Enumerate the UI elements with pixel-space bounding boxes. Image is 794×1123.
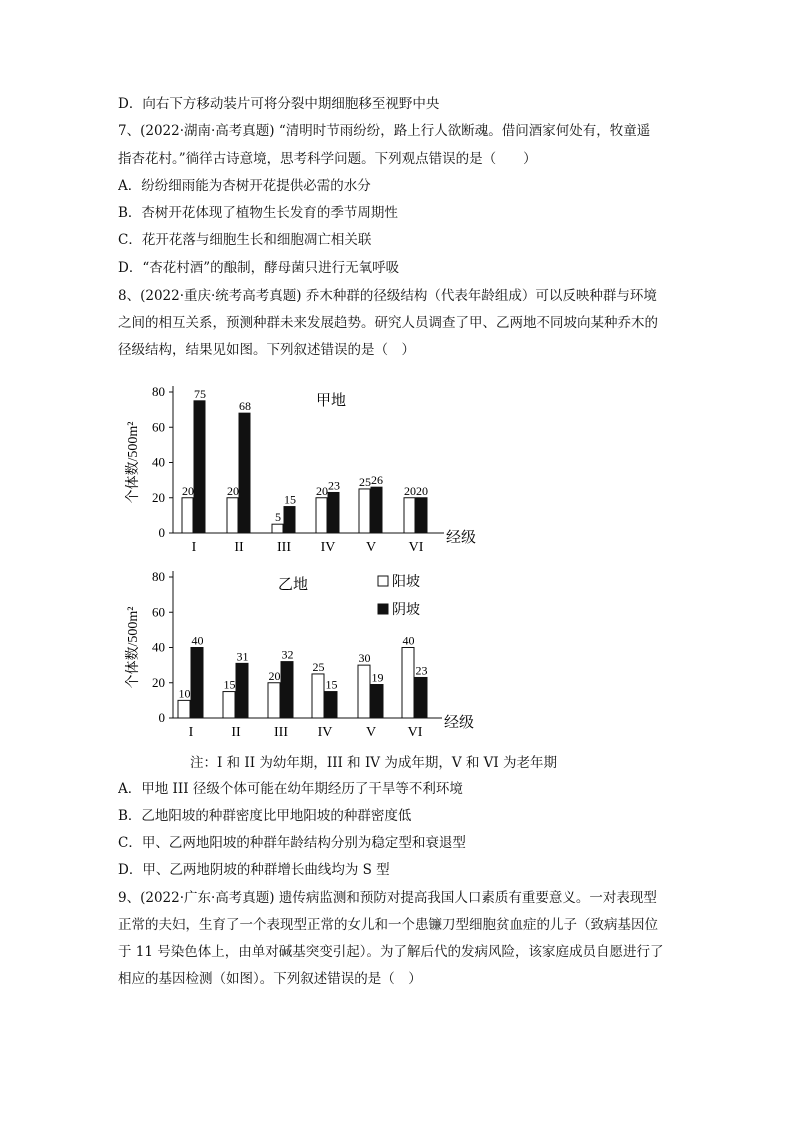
x-tick-label: VI <box>408 540 424 555</box>
bar-yangpo <box>359 489 370 533</box>
lines_bottom-1: A．甲地 III 径级个体可能在幼年期经历了干旱等不利环境 <box>118 781 463 797</box>
bar-yinpo <box>191 648 203 719</box>
lines_bottom-4: D．甲、乙两地阴坡的种群增长曲线均为 S 型 <box>118 862 390 878</box>
data-label: 40 <box>191 633 204 648</box>
lines_top-2: 指杏花村。”徜徉古诗意境，思考科学问题。下列观点错误的是（ ） <box>118 151 537 167</box>
bar-yinpo <box>284 507 295 533</box>
bar-yinpo <box>194 401 205 533</box>
data-label: 40 <box>402 633 415 648</box>
y-tick-label: 0 <box>158 525 165 540</box>
lines_top-8: 之间的相互关系，预测种群未来发展趋势。研究人员调查了甲、乙两地不同坡向某种乔木的 <box>118 315 658 331</box>
bar-yangpo <box>178 700 190 718</box>
data-label: 30 <box>358 651 371 666</box>
data-label: 20 <box>227 483 239 498</box>
y-tick-label: 60 <box>152 419 165 435</box>
data-label: 15 <box>223 677 236 692</box>
bar-yangpo <box>268 683 280 718</box>
legend-label: 阴坡 <box>392 603 420 618</box>
x-tick-label: IV <box>320 540 336 555</box>
data-label: 20 <box>404 483 416 498</box>
lines_bottom-6: 正常的夫妇，生育了一个表现型正常的女儿和一个患镰刀型细胞贫血症的儿子（致病基因位 <box>118 917 658 933</box>
bar-yinpo <box>371 487 382 533</box>
y-tick-label: 20 <box>152 489 165 505</box>
bar-yinpo <box>416 498 427 533</box>
data-label: 5 <box>275 510 281 525</box>
lines_top-7: 8、(2022·重庆·统考高考真题) 乔木种群的径级结构（代表年龄组成）可以反映种群与环境 <box>118 288 657 304</box>
bar-yangpo <box>227 498 238 533</box>
y-tick-label: 80 <box>152 384 165 399</box>
x-axis-label: 经级 <box>446 530 477 546</box>
bar-yangpo <box>312 674 324 718</box>
legend-label: 阳坡 <box>392 575 420 590</box>
bar-yinpo <box>328 492 339 533</box>
lines_top-0: D．向右下方移动装片可将分裂中期细胞移至视野中央 <box>118 96 440 112</box>
x-tick-label: I <box>188 725 194 737</box>
x-tick-label: III <box>274 725 288 737</box>
data-label: 32 <box>281 647 294 662</box>
data-label: 20 <box>268 668 281 683</box>
x-tick-label: II <box>234 540 244 555</box>
x-tick-label: II <box>231 725 241 737</box>
lines_top-6: D．“杏花村酒”的酿制，酵母菌只进行无氧呼吸 <box>118 260 400 276</box>
data-label: 10 <box>178 686 191 701</box>
bar-yangpo <box>272 524 283 533</box>
lines_bottom-3: C．甲、乙两地阳坡的种群年龄结构分别为稳定型和衰退型 <box>118 835 466 851</box>
x-tick-label: VI <box>407 725 423 737</box>
y-axis-label: 个体数/500m² <box>126 421 141 504</box>
data-label: 20 <box>416 483 428 498</box>
lines_top-5: C．花开花落与细胞生长和细胞凋亡相关联 <box>118 232 372 248</box>
bar-yinpo <box>236 663 248 718</box>
bar-yangpo <box>182 498 193 533</box>
y-axis-label: 个体数/500m² <box>126 606 141 689</box>
legend-swatch <box>378 576 388 586</box>
data-label: 23 <box>415 663 428 678</box>
y-tick-label: 80 <box>152 569 165 584</box>
data-label: 25 <box>359 474 371 489</box>
x-tick-label: V <box>365 540 377 555</box>
data-label: 19 <box>371 670 384 685</box>
bar-yinpo <box>371 685 383 718</box>
y-tick-label: 40 <box>152 454 165 470</box>
data-label: 23 <box>328 478 340 493</box>
lines_top-1: 7、(2022·湖南·高考真题) “清明时节雨纷纷，路上行人欲断魂。借问酒家何处有，牧童遥 <box>118 123 651 139</box>
data-label: 20 <box>182 483 194 498</box>
bar-yangpo <box>402 648 414 719</box>
chart-title: 乙地 <box>277 577 309 593</box>
chart-jiadi <box>118 380 498 555</box>
data-label: 31 <box>236 649 249 664</box>
bar-yangpo <box>358 665 370 718</box>
data-label: 68 <box>239 399 251 414</box>
bar-yinpo <box>239 413 250 533</box>
x-tick-label: V <box>365 725 377 737</box>
bar-yangpo <box>404 498 415 533</box>
x-tick-label: IV <box>317 725 333 737</box>
lines_bottom-5: 9、(2022·广东·高考真题) 遗传病监测和预防对提高我国人口素质有重要意义。一对表现型 <box>118 890 657 906</box>
legend-swatch <box>378 604 388 614</box>
lines_bottom-0: 注：I 和 II 为幼年期，III 和 IV 为成年期，V 和 VI 为老年期 <box>190 755 558 771</box>
y-tick-label: 40 <box>152 639 165 655</box>
data-label: 20 <box>316 483 328 498</box>
lines_top-3: A．纷纷细雨能为杏树开花提供必需的水分 <box>118 178 371 194</box>
bar-yinpo <box>325 692 337 718</box>
bar-yinpo <box>415 677 427 718</box>
x-tick-label: I <box>191 540 197 555</box>
lines_bottom-8: 相应的基因检测（如图）。下列叙述错误的是（ ） <box>118 971 422 987</box>
data-label: 26 <box>371 473 383 488</box>
data-label: 15 <box>325 677 338 692</box>
x-axis-label: 经级 <box>444 715 475 731</box>
bar-yangpo <box>223 692 235 718</box>
bar-yangpo <box>316 498 327 533</box>
x-tick-label: III <box>277 540 291 555</box>
data-label: 15 <box>284 492 296 507</box>
chart-yidi <box>118 567 498 737</box>
data-label: 25 <box>312 659 325 674</box>
chart-title: 甲地 <box>315 393 347 409</box>
lines_top-9: 径级结构，结果见如图。下列叙述错误的是（ ） <box>118 342 415 358</box>
lines_bottom-7: 于 11 号染色体上，由单对碱基突变引起）。为了解后代的发病风险，该家庭成员自愿进行了 <box>118 944 664 960</box>
bar-yinpo <box>281 662 293 718</box>
y-tick-label: 60 <box>152 604 165 620</box>
y-tick-label: 0 <box>158 710 165 725</box>
lines_bottom-2: B．乙地阳坡的种群密度比甲地阳坡的种群密度低 <box>118 808 412 824</box>
data-label: 75 <box>194 386 206 401</box>
lines_top-4: B．杏树开花体现了植物生长发育的季节周期性 <box>118 205 398 221</box>
y-tick-label: 20 <box>152 674 165 690</box>
